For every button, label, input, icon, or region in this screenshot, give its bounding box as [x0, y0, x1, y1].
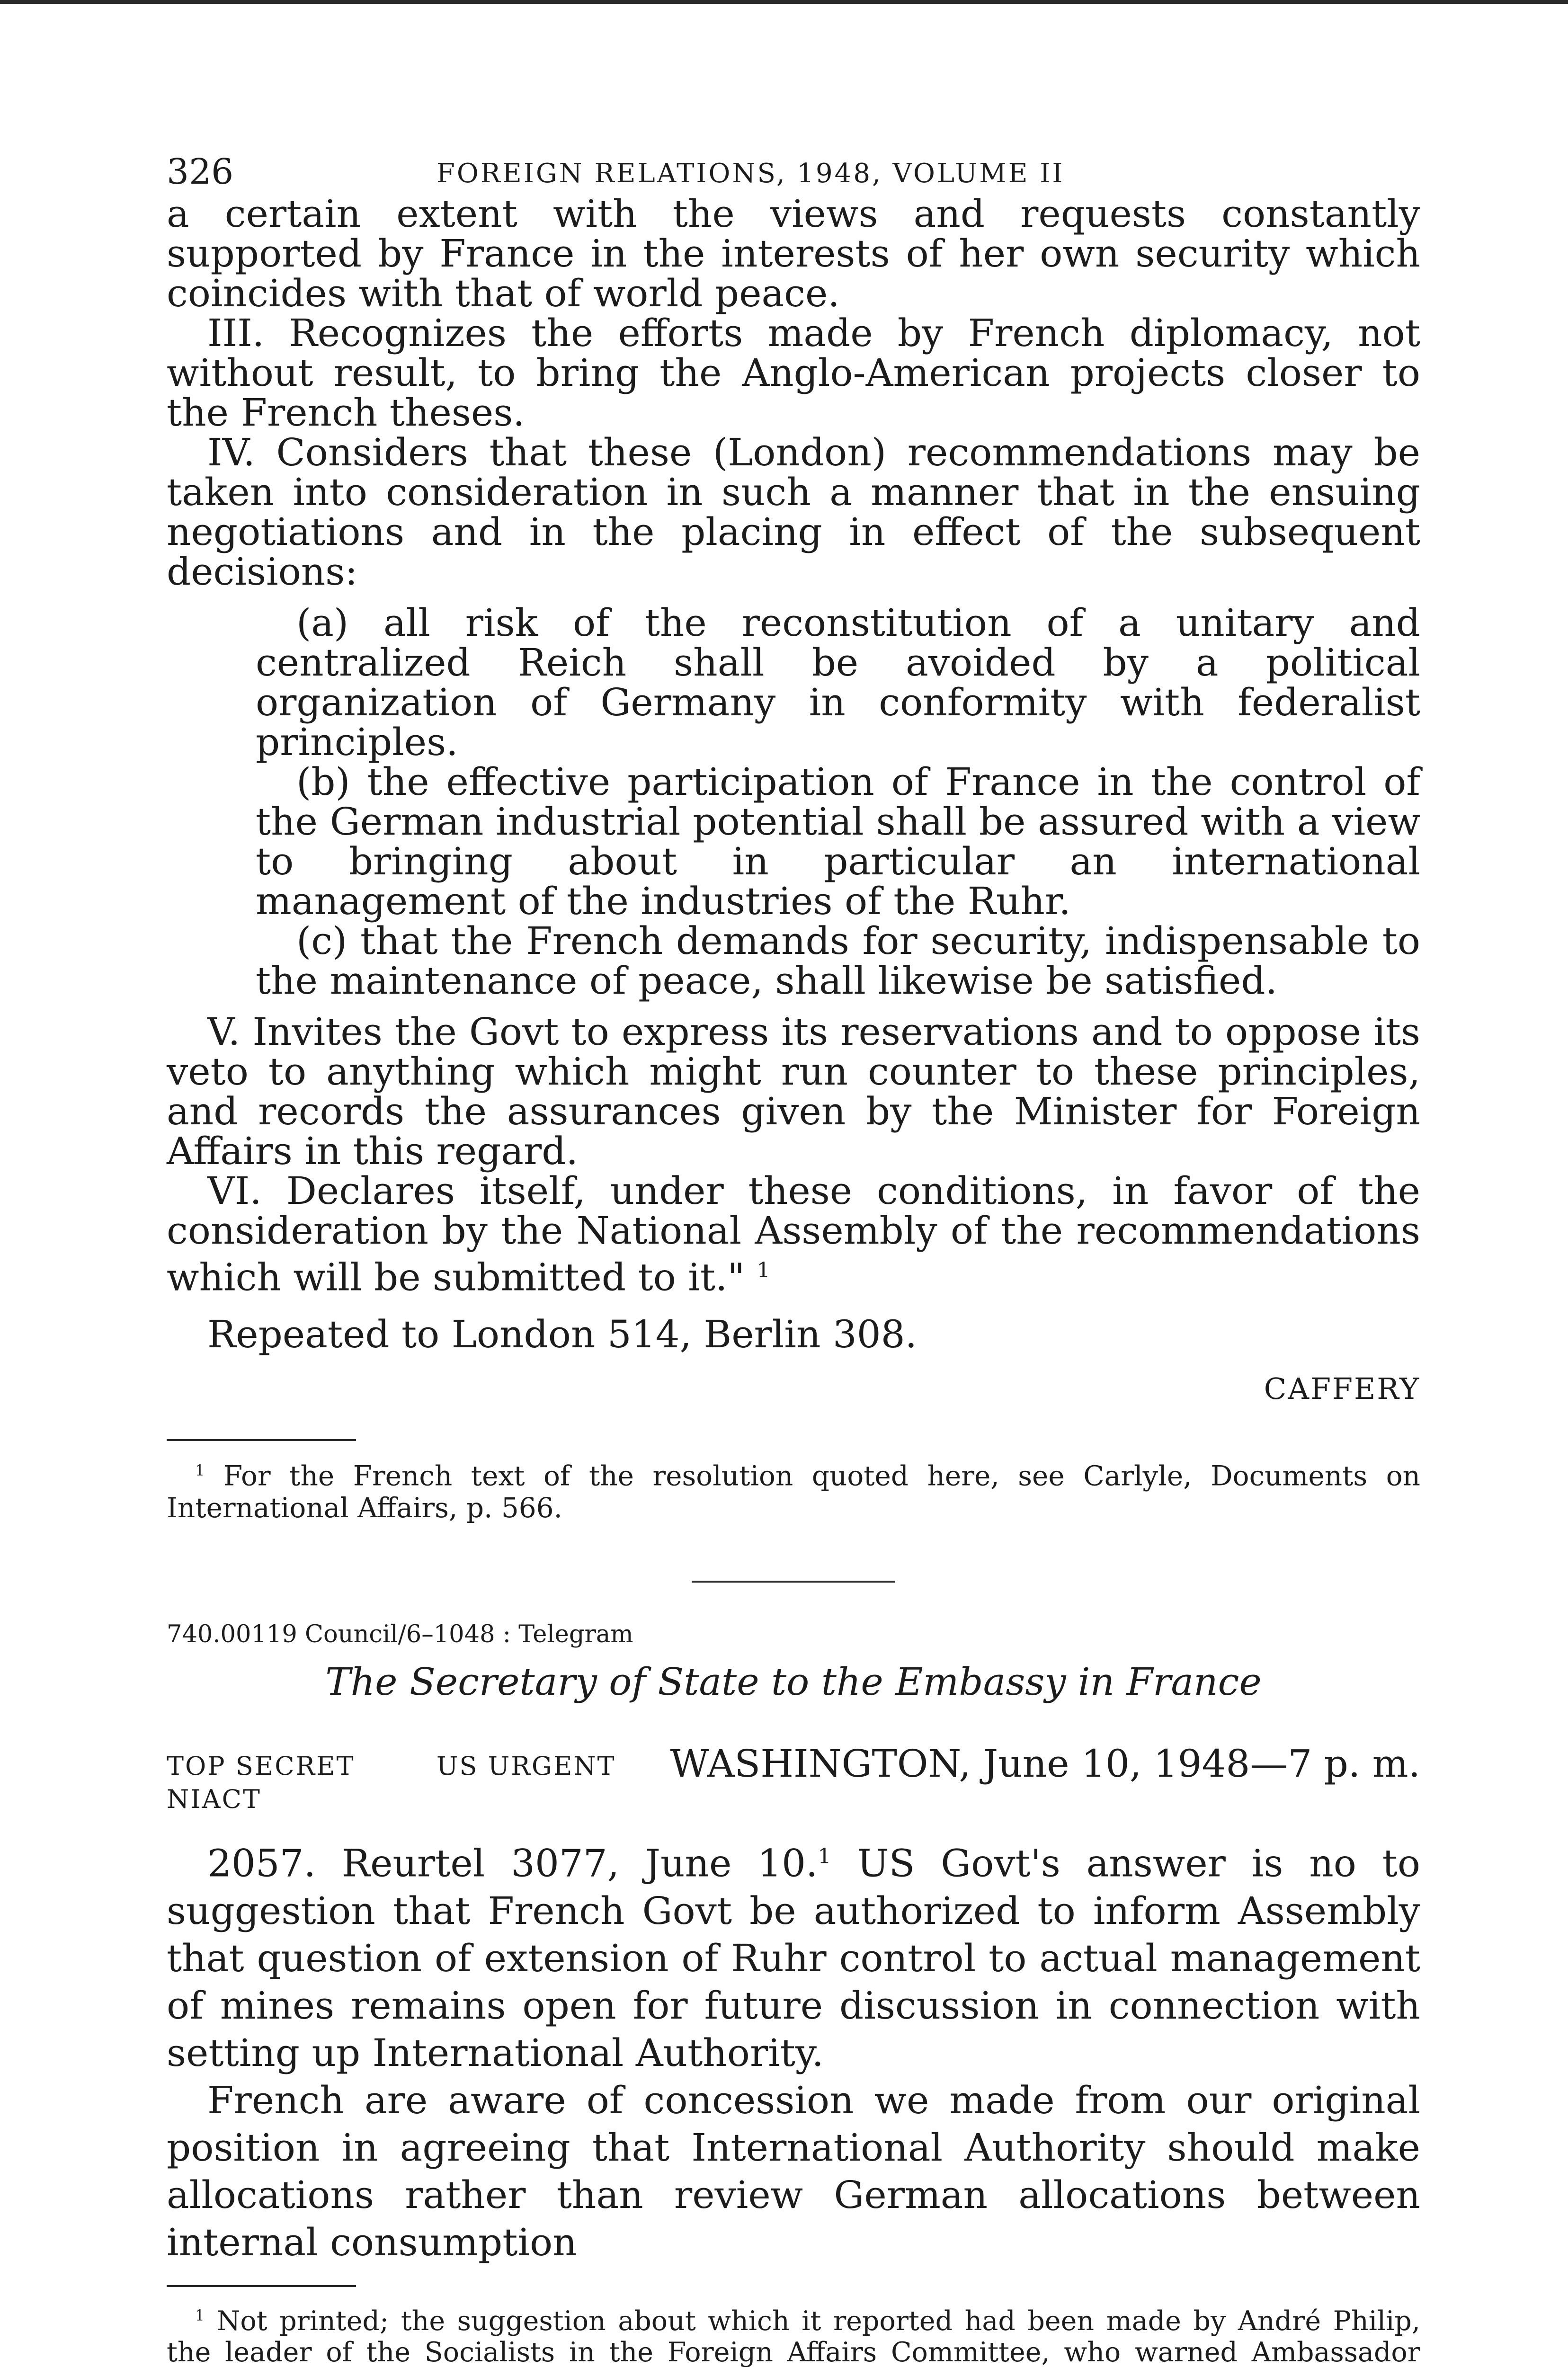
footnote-ref-2: 1: [818, 1844, 831, 1869]
telegram-paragraph-1: [167, 1833, 1420, 2077]
footnote-2-text: Not printed; the suggestion about which it reported had been made by André Philip, the leader of the Socialists in the Foreign Affairs Committee, who warned Ambassador: [167, 2305, 1420, 2367]
paragraph-continued: a certain extent with the views and requests constantly supported by France in the interests of her own security which coincides with that of world peace.: [167, 192, 1420, 315]
paragraph-vi-text: VI. Declares itself, under these conditions, in favor of the consideration by the National Assembly of the recommendations which will be submitted to it.": [167, 1169, 1420, 1299]
footnote-ref-1: 1: [757, 1258, 770, 1282]
paragraph-v: V. Invites the Govt to express its reservations and to oppose its veto to anything which might run counter to these principles, and records the assurances given by the Minister for Foreign Affairs in this regard.: [167, 1010, 1420, 1173]
footnote-2-mark: 1: [195, 2307, 205, 2324]
resolution-continued: [167, 194, 1420, 1354]
footnote-2: [167, 2300, 1420, 2367]
repeated-line: Repeated to London 514, Berlin 308.: [207, 1312, 918, 1356]
telegram-p1-rest: US Govt's answer is no to suggestion that French Govt be authorized to inform Assembly that question of extension of Ruhr control to actual management of mines remains open for future discussion in connection with setting up International Authority.: [167, 1841, 1421, 2075]
telegram-paragraph-2: French are aware of concession we made from our original position in agreeing that International Authority should make allocations rather than review German allocations between internal consumption: [167, 2078, 1420, 2264]
telegram-body: [167, 1833, 1420, 2266]
classification-us-urgent: US URGENT: [437, 1751, 616, 1781]
running-title: FOREIGN RELATIONS, 1948, VOLUME II: [437, 158, 1065, 189]
paragraph-vi: [167, 1171, 1420, 1298]
document-title: The Secretary of State to the Embassy in France: [325, 1659, 1262, 1704]
footnote-1: [167, 1454, 1420, 1524]
page-header: [167, 142, 1420, 194]
footnote-rule: [167, 1439, 356, 1441]
footnote-1-text: For the French text of the resolution quoted here, see Carlyle, Documents on International Affairs, p. 566.: [167, 1459, 1421, 1524]
section-separator: [692, 1581, 895, 1583]
place-date: WASHINGTON, June 10, 1948—7 p. m.: [670, 1741, 1420, 1786]
telegram-p1-start: 2057. Reurtel 3077, June 10.: [207, 1841, 818, 1886]
paragraph-iv: IV. Considers that these (London) recommendations may be taken into consideration in such a manner that in the ensuing negotiations and in the placing in effect of the subsequent decisions:: [167, 430, 1420, 594]
page-number: 326: [167, 151, 234, 192]
classification-line: [167, 1742, 1420, 1784]
classification-top-secret: TOP SECRET: [167, 1751, 355, 1781]
top-edge-rule: [0, 0, 1568, 4]
signature: CAFFERY: [1264, 1371, 1420, 1406]
footnote-1-mark: 1: [195, 1461, 205, 1479]
classification-niact: NIACT: [167, 1784, 261, 1814]
paragraph-iii: III. Recognizes the efforts made by French diplomacy, not without result, to bring the Anglo-American projects closer to the French theses.: [167, 311, 1420, 435]
subitem-b: (b) the effective participation of France in the control of the German industrial potential shall be assured with a view to bringing about in particular an international management of the industries of the Ruhr.: [256, 760, 1420, 923]
subitem-c: (c) that the French demands for security, indispensable to the maintenance of peace, shall likewise be satisfied.: [256, 919, 1420, 1003]
document-page: [167, 142, 1420, 2367]
subitem-a: (a) all risk of the reconstitution of a unitary and centralized Reich shall be avoided by a political organization of Germany in conformity with federalist principles.: [256, 601, 1420, 764]
file-reference: 740.00119 Council/6–1048 : Telegram: [167, 1620, 633, 1648]
footnote-rule-2: [167, 2285, 356, 2287]
